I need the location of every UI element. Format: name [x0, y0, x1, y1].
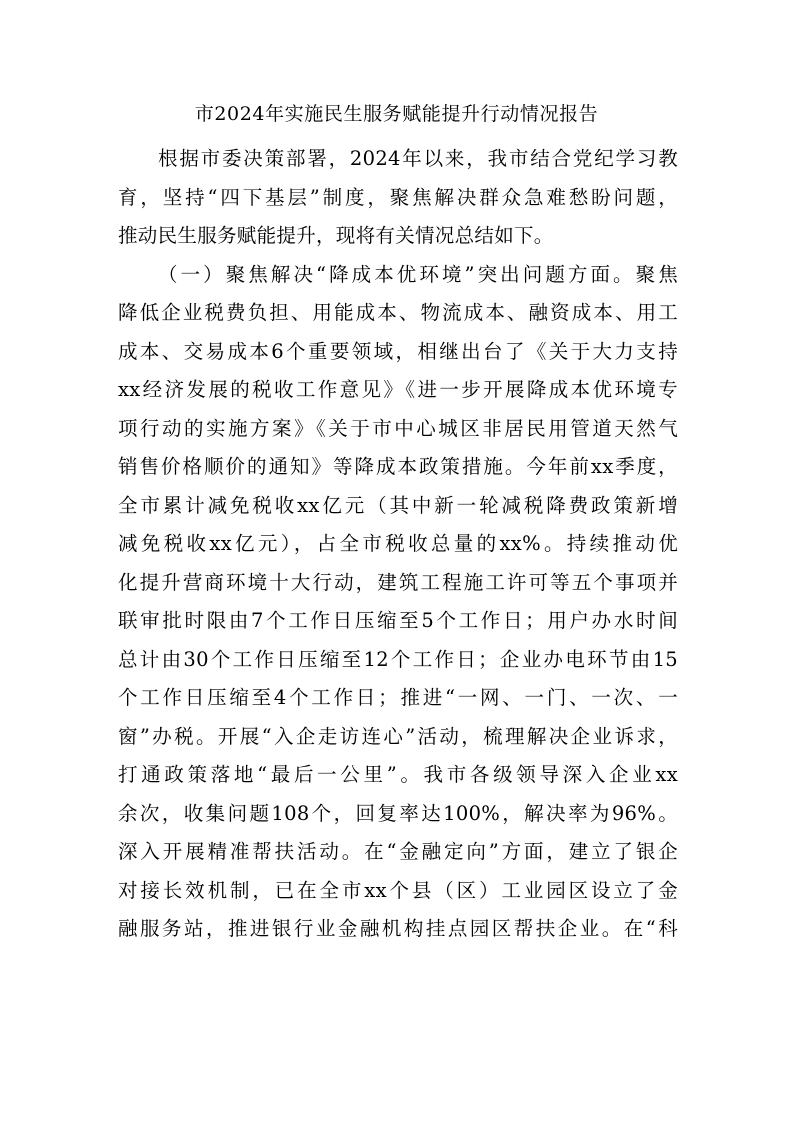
text-line: 个工作日压缩至4个工作日；推进“一网、一门、一次、一: [118, 686, 678, 709]
text-line: 成本、交易成本6个重要领域，相继出台了《关于大力支持: [118, 339, 678, 363]
paragraph-section-1: [118, 256, 678, 1026]
text-line: 总计由30个工作日压缩至12个工作日；企业办电环节由15: [118, 647, 678, 671]
document-title: 市2024年实施民生服务赋能提升行动情况报告: [194, 103, 599, 125]
text-line: [118, 987, 678, 1026]
paragraph-intro: [118, 140, 678, 256]
text-line: 余次，收集问题108个，回复率达100%，解决率为96%。: [118, 801, 678, 825]
text-line: 推动民生服务赋能提升，现将有关情况总结如下。: [118, 224, 554, 247]
text-line: 项行动的实施方案》《关于市中心城区非居民用管道天然气: [118, 416, 678, 440]
text-line: 化提升营商环境十大行动，建筑工程施工许可等五个事项并: [118, 570, 678, 594]
text-line: 减免税收xx亿元），占全市税收总量的xx%。持续推动优: [118, 532, 678, 555]
text-line: 窗”办税。开展“入企走访连心”活动，梳理解决企业诉求，: [118, 724, 678, 748]
text-line: 全市累计减免税收xx亿元（其中新一轮减税降费政策新增: [118, 493, 678, 517]
text-line: xx经济发展的税收工作意见》《进一步开展降成本优环境专: [118, 378, 678, 401]
text-line: 打通政策落地“最后一公里”。我市各级领导深入企业xx: [118, 763, 678, 786]
text-line: 联审批时限由7个工作日压缩至5个工作日；用户办水时间: [118, 609, 678, 632]
text-line: （一）聚焦解决“降成本优环境”突出问题方面。聚焦: [158, 262, 678, 286]
text-line: 融服务站，推进银行业金融机构挂点园区帮扶企业。在“科: [118, 917, 678, 940]
text-line: 销售价格顺价的通知》等降成本政策措施。今年前xx季度，: [118, 455, 678, 478]
text-line: [118, 949, 678, 988]
text-line: 对接长效机制，已在全市xx个县（区）工业园区设立了金: [118, 878, 678, 902]
document-body: [118, 140, 678, 1026]
text-line: 降低企业税费负担、用能成本、物流成本、融资成本、用工: [118, 301, 678, 324]
text-line: 根据市委决策部署，2024年以来，我市结合党纪学习教: [158, 147, 678, 170]
text-line: 育，坚持“四下基层”制度，聚焦解决群众急难愁盼问题，: [118, 185, 678, 209]
text-line: 深入开展精准帮扶活动。在“金融定向”方面，建立了银企: [118, 840, 678, 863]
